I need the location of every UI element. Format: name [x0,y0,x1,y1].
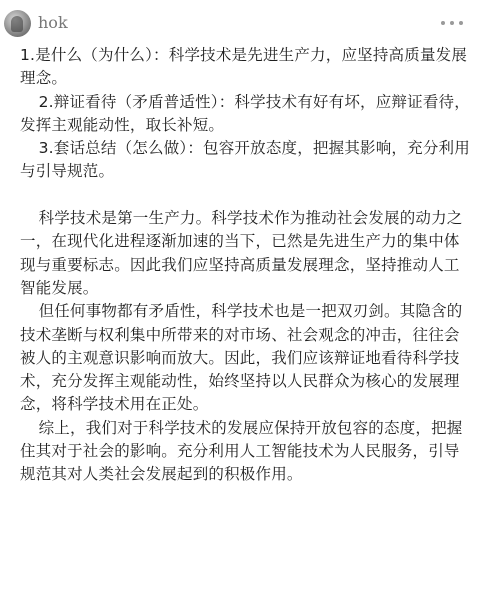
post-body [20,44,472,487]
post-header [0,0,479,44]
paragraph-spacer [20,184,472,207]
dot-icon [441,21,445,25]
outline-item-1: 1.是什么（为什么）：科学技术是先进生产力，应坚持高质量发展理念。 [20,46,468,88]
body-paragraph-1: 科学技术是第一生产力。科学技术作为推动社会发展的动力之一，在现代化进程逐渐加速的当下，已然是先进生产力的集中体现与重要标志。因此我们应坚持高质量发展理念，坚持推动人工智能发展。 [20,209,463,297]
more-dots-icon[interactable] [441,18,463,28]
outline-item-2: 2.辩证看待（矛盾普适性）：科学技术有好有坏，应辩证看待，发挥主观能动性，取长补短。 [20,92,470,134]
outline-item-3: 3.套话总结（怎么做）：包容开放态度，把握其影响，充分利用与引导规范。 [20,139,470,181]
avatar-icon[interactable] [4,10,31,37]
body-paragraph-2: 但任何事物都有矛盾性，科学技术也是一把双刃剑。其隐含的技术垄断与权利集中所带来的对市场、社会观念的冲击，往往会被人的主观意识影响而放大。因此，我们应该辩证地看待科学技术，充分发挥主观能动性，始终坚持以人民群众为核心的发展理念，将科学技术用在正处。 [20,302,463,414]
body-paragraph-3: 综上，我们对于科学技术的发展应保持开放包容的态度，把握住其对于社会的影响。充分利用人工智能技术为人民服务，引导规范其对人类社会发展起到的积极作用。 [20,418,463,484]
dot-icon [459,21,463,25]
dot-icon [450,21,454,25]
username[interactable]: hok [38,13,68,32]
